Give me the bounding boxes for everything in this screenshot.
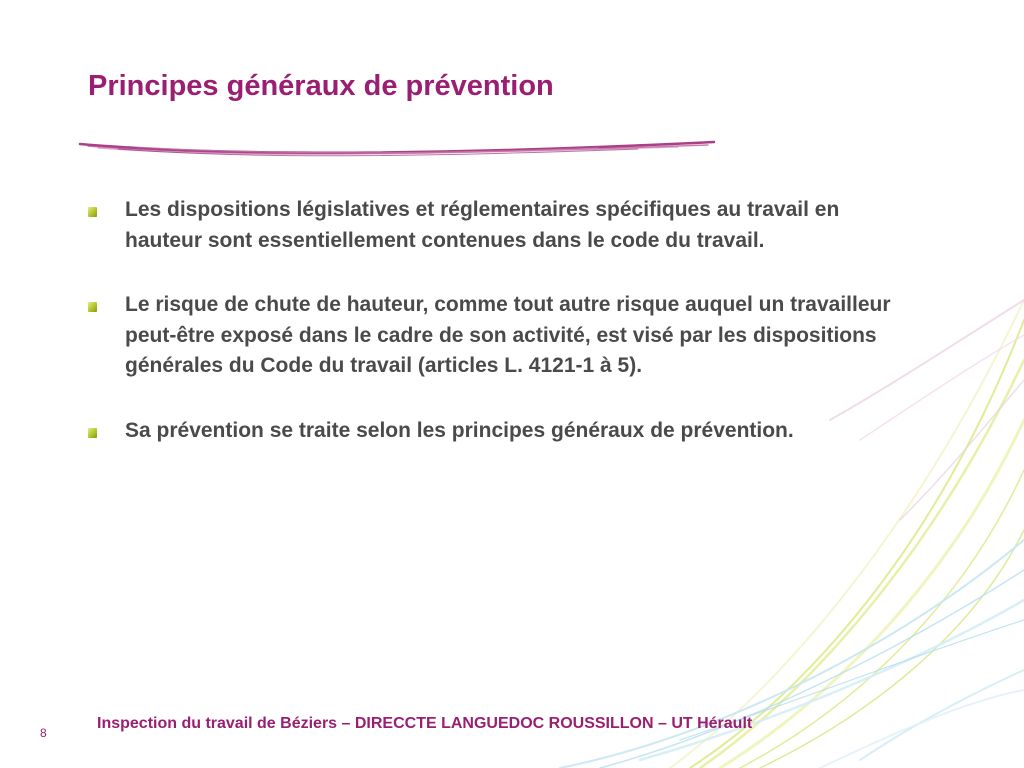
bullet-text: Sa prévention se traite selon les principes généraux de prévention.	[125, 418, 794, 442]
bullet-item	[88, 195, 908, 256]
bullet-item	[88, 416, 908, 447]
footer-text: Inspection du travail de Béziers – DIRECCTE LANGUEDOC ROUSSILLON – UT Hérault	[97, 715, 753, 732]
square-bullet-icon	[88, 302, 97, 312]
square-bullet-icon	[88, 207, 97, 217]
page-number: 8	[40, 726, 47, 740]
bullet-list	[88, 195, 908, 480]
bullet-text: Le risque de chute de hauteur, comme tout autre risque auquel un travailleur peut-être exposé dans le cadre de son activité, est visé par les dispositions générales du Code du travail (articles L. 4121-1 à 5).	[125, 293, 891, 377]
bullet-item	[88, 290, 908, 382]
slide-title: Principes généraux de prévention	[88, 70, 554, 102]
square-bullet-icon	[88, 428, 97, 438]
title-underline-swoosh	[78, 136, 718, 166]
bullet-text: Les dispositions législatives et réglementaires spécifiques au travail en hauteur sont essentiellement contenues dans le code du travail.	[125, 198, 840, 252]
